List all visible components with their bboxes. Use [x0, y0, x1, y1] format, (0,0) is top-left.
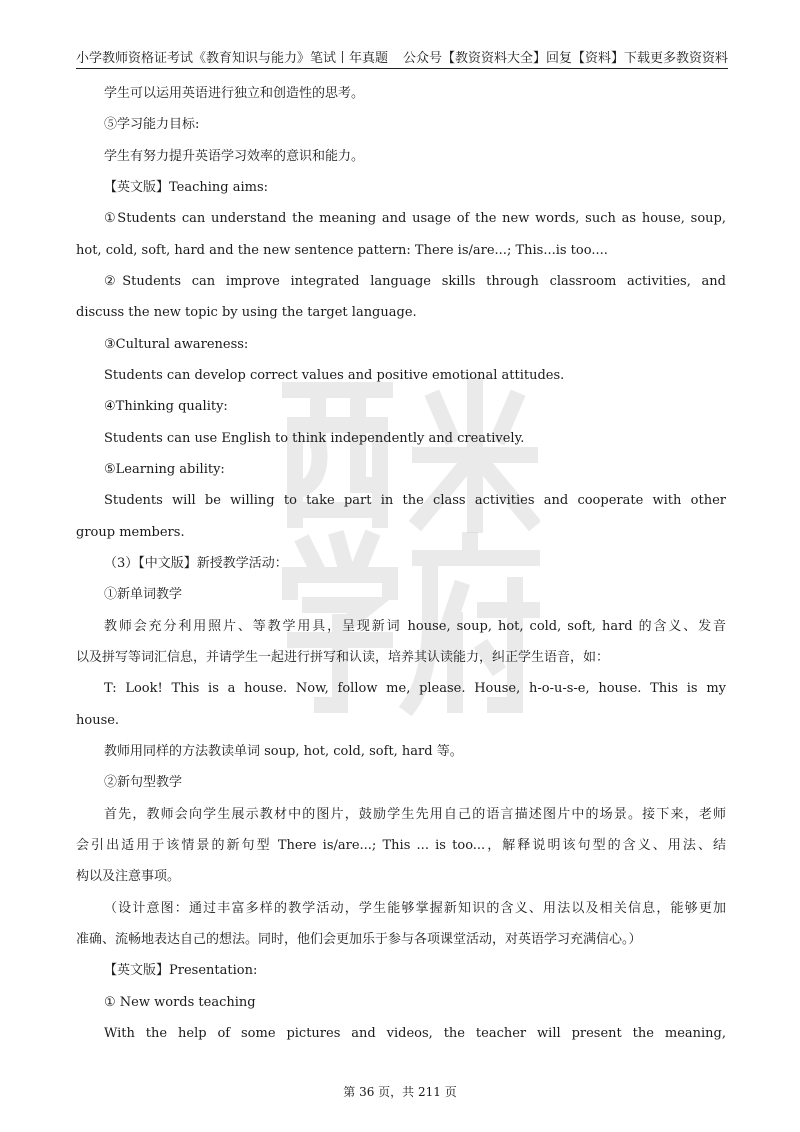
body-line: ④Thinking quality: — [104, 399, 228, 414]
body-line: With the help of some pictures and videos, the teacher will present the meaning, — [104, 1026, 726, 1041]
body-line: 教师用同样的方法教读单词 soup, hot, cold, soft, hard 等。 — [104, 744, 463, 759]
body-line: 学生有努力提升英语学习效率的意识和能力。 — [104, 149, 365, 164]
body-line: （设计意图：通过丰富多样的教学活动，学生能够掌握新知识的含义、用法以及相关信息，能够更加 — [104, 901, 726, 916]
body-line: ⑤Learning ability: — [104, 462, 225, 477]
body-line: ③Cultural awareness: — [104, 337, 249, 352]
watermark-logo — [270, 360, 540, 720]
body-line: ②新句型教学 — [104, 775, 183, 790]
body-line: Students will be willing to take part in the class activities and cooperate with other — [104, 493, 726, 508]
body-line: Students can develop correct values and positive emotional attitudes. — [104, 368, 565, 383]
body-line: 准确、流畅地表达自己的想法。同时，他们会更加乐于参与各项课堂活动，对英语学习充满信心。） — [76, 932, 642, 947]
body-line: ⑤学习能力目标: — [104, 117, 200, 132]
body-line: ① New words teaching — [104, 995, 256, 1010]
body-line: ②Students can improve integrated language skills through classroom activities, and — [104, 274, 726, 289]
body-line: hot, cold, soft, hard and the new sentence pattern: There is/are...; This...is too.... — [76, 243, 608, 258]
section-heading: （3）【中文版】新授教学活动： — [104, 556, 288, 571]
body-line: 以及拼写等词汇信息，并请学生一起进行拼写和认读，培养其认读能力，纠正学生语音，如： — [76, 650, 610, 665]
page-header — [76, 44, 728, 69]
body-line: ①Students can understand the meaning and usage of the new words, such as house, soup, — [104, 211, 726, 226]
body-line: Students can use English to think independently and creatively. — [104, 431, 525, 446]
body-line: discuss the new topic by using the target language. — [76, 305, 417, 320]
body-line: 构以及注意事项。 — [76, 869, 181, 884]
body-line: house. — [76, 713, 120, 728]
header-left-title: 小学教师资格证考试《教育知识与能力》笔试丨年真题 — [76, 51, 389, 66]
body-line: group members. — [76, 525, 185, 540]
header-right-notice: 公众号【教资资料大全】回复【资料】下载更多教资资料 — [402, 51, 728, 66]
body-line: 【英文版】Teaching aims: — [104, 180, 269, 195]
body-line: 教师会充分利用照片、等教学用具，呈现新词 house, soup, hot, cold, soft, hard 的含义、发音 — [104, 619, 726, 634]
body-line: 学生可以运用英语进行独立和创造性的思考。 — [104, 86, 365, 101]
body-line: T: Look! This is a house. Now, follow me, please. House, h-o-u-s-e, house. This is my — [104, 681, 726, 696]
page-number-footer: 第 36 页，共 211 页 — [343, 1085, 457, 1099]
body-line: 【英文版】Presentation: — [104, 963, 258, 978]
body-line: 会引出适用于该情景的新句型 There is/are...; This ... is too...，解释说明该句型的含义、用法、结 — [76, 838, 726, 853]
body-line: ①新单词教学 — [104, 587, 183, 602]
body-line: 首先，教师会向学生展示教材中的图片，鼓励学生先用自己的语言描述图片中的场景。接下来，老师 — [104, 807, 726, 822]
